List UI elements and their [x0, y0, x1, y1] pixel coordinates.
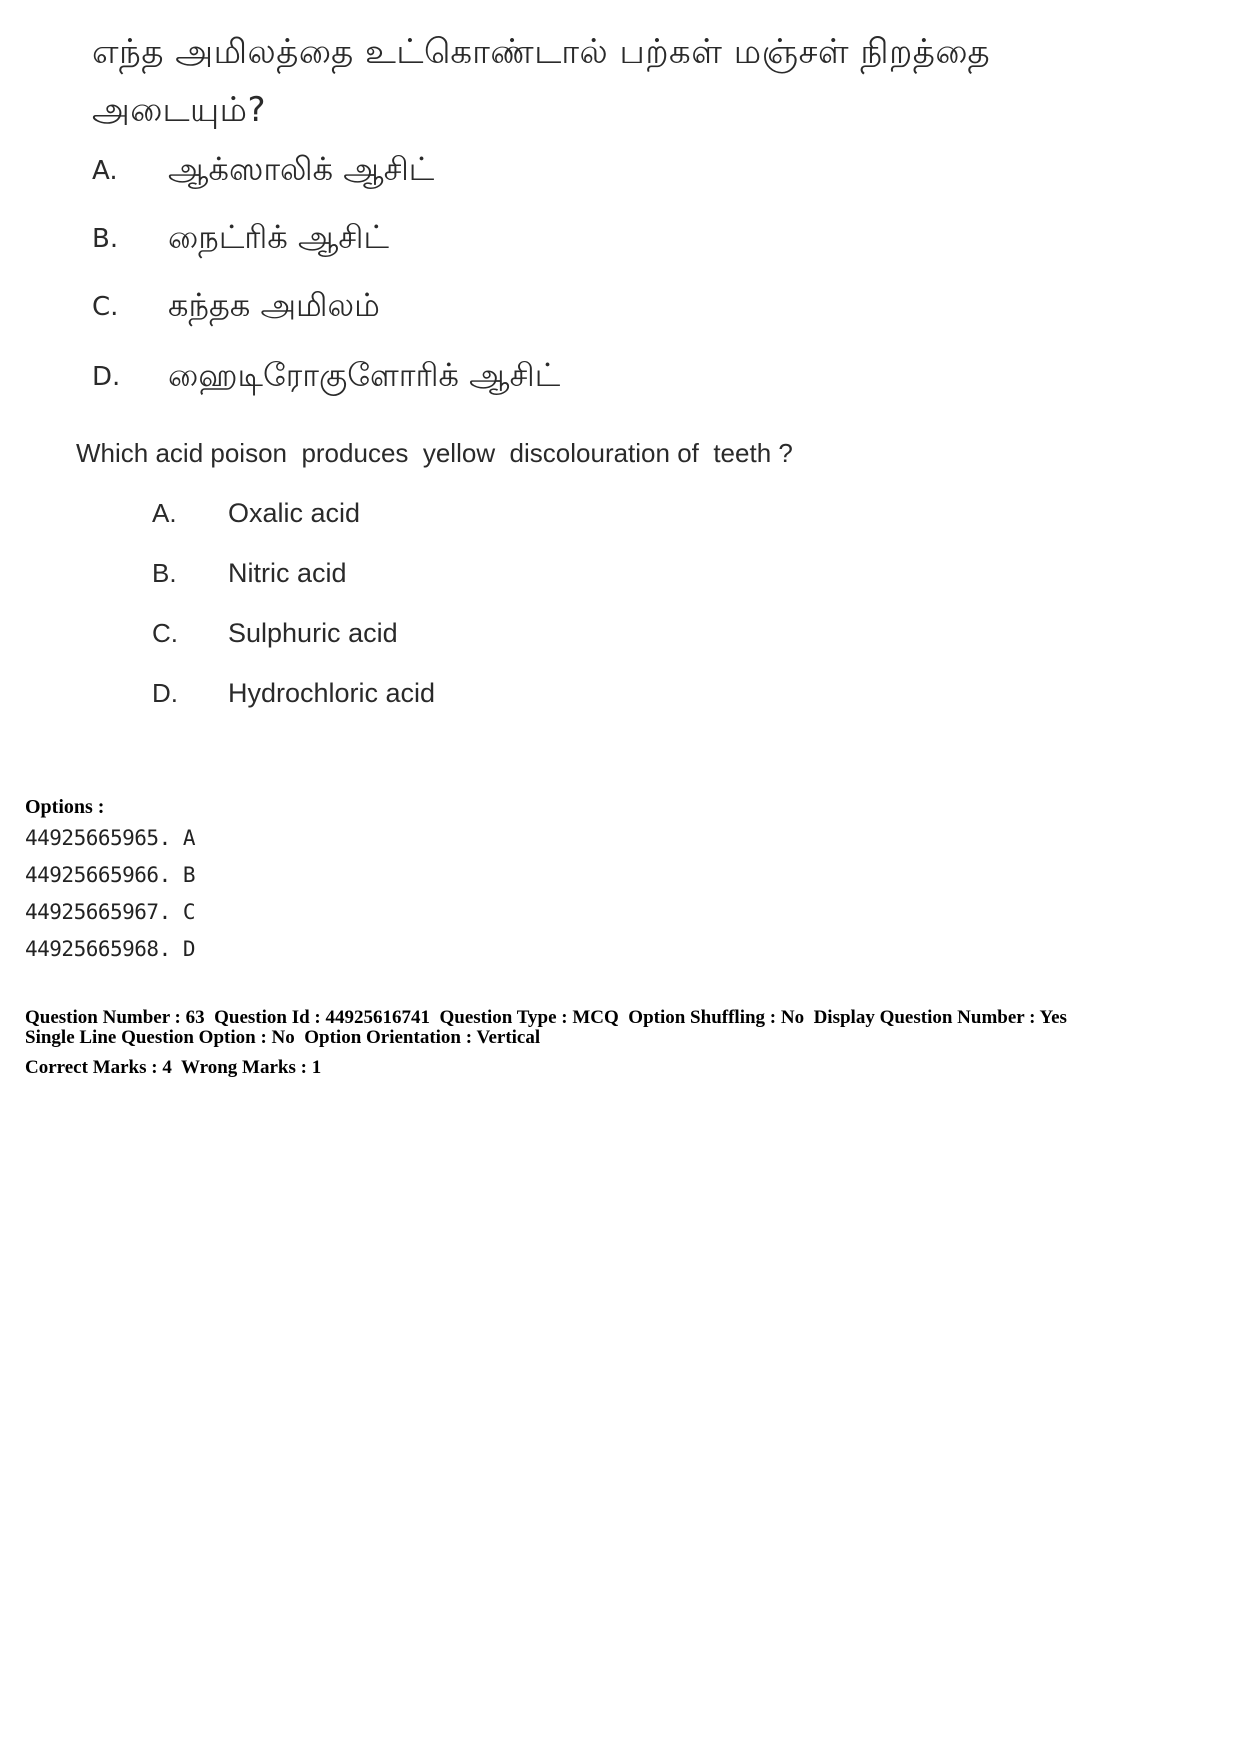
- options-heading: Options :: [25, 796, 105, 818]
- option-text: Hydrochloric acid: [228, 678, 436, 708]
- option-id-row: 44925665967. C: [25, 900, 196, 924]
- question-image: [60, 18, 1080, 738]
- option-text: ஆக்ஸாலிக் ஆசிட்: [168, 150, 435, 188]
- question-meta-line-2: Single Line Question Option : No Option Orientation : Vertical: [25, 1027, 541, 1048]
- option-letter: B.: [92, 224, 119, 254]
- option-id-row: 44925665965. A: [25, 826, 196, 850]
- tamil-option-c: [92, 286, 380, 328]
- english-option-c: [152, 618, 398, 649]
- tamil-option-b: [92, 218, 389, 260]
- option-letter: D.: [92, 362, 121, 392]
- option-letter: A.: [92, 156, 118, 186]
- english-option-d: [152, 678, 435, 709]
- english-option-a: [152, 498, 360, 529]
- tamil-question-line-1: எந்த அமிலத்தை உட்கொண்டால் பற்கள் மஞ்சள் நிறத்தை: [92, 32, 991, 72]
- option-letter: A.: [152, 498, 177, 528]
- option-text: Sulphuric acid: [228, 618, 398, 648]
- option-id-row: 44925665968. D: [25, 937, 196, 961]
- option-letter: C.: [92, 292, 119, 322]
- option-id-row: 44925665966. B: [25, 863, 196, 887]
- option-letter: B.: [152, 558, 177, 588]
- question-meta-line-1: Question Number : 63 Question Id : 44925616741 Question Type : MCQ Option Shuffling : No Display Question Number : Yes: [25, 1007, 1067, 1028]
- option-text: Oxalic acid: [228, 498, 361, 528]
- option-letter: D.: [152, 678, 178, 708]
- marks-line: Correct Marks : 4 Wrong Marks : 1: [25, 1057, 322, 1078]
- option-text: ஹைடிரோகுளோரிக் ஆசிட்: [168, 356, 561, 394]
- tamil-question-line-2: அடையும்?: [92, 90, 267, 130]
- tamil-option-a: [92, 150, 434, 192]
- option-text: Nitric acid: [228, 558, 347, 588]
- option-text: கந்தக அமிலம்: [168, 286, 380, 324]
- option-letter: C.: [152, 618, 178, 648]
- tamil-option-d: [92, 356, 560, 398]
- english-option-b: [152, 558, 347, 589]
- option-text: நைட்ரிக் ஆசிட்: [168, 218, 389, 256]
- english-question: Which acid poison produces yellow discolouration of teeth ?: [76, 438, 793, 468]
